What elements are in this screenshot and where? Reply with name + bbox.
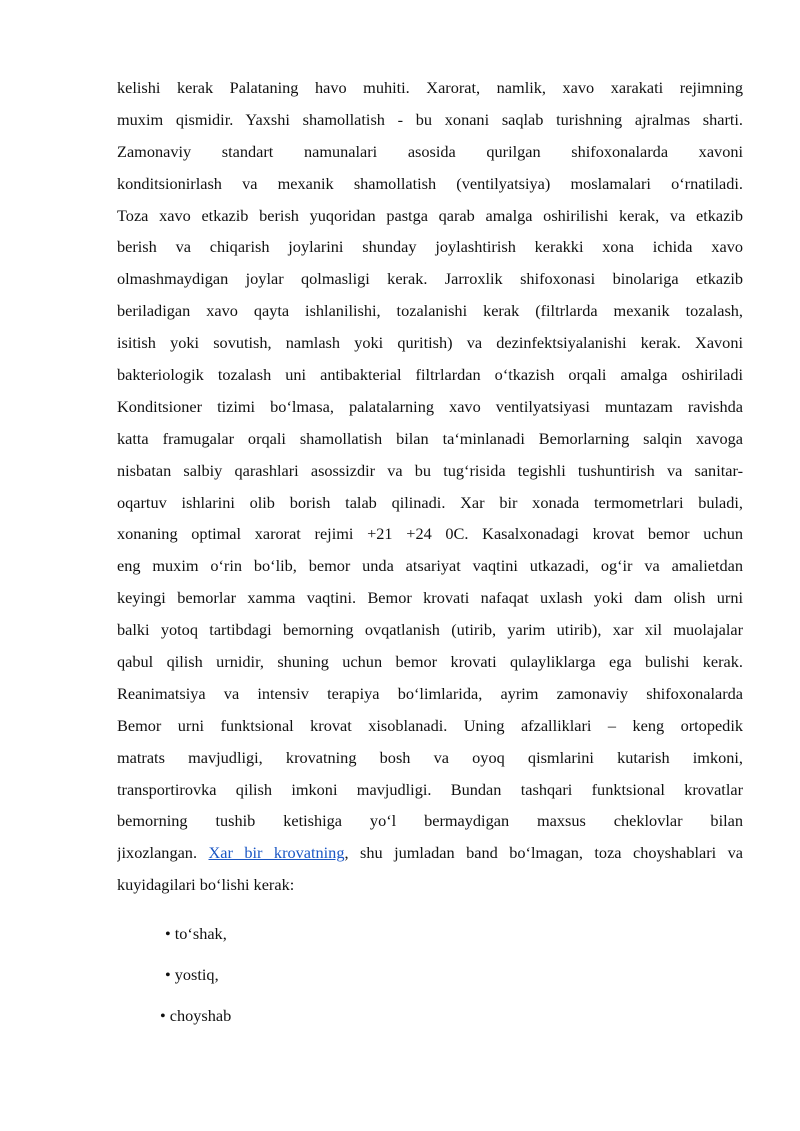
paragraph-line-2: muxim qismidir. Yaxshi shamollatish - bu xonani saqlab turishning ajralmas sharti. bbox=[117, 109, 743, 129]
paragraph-line-13: nisbatan salbiy qarashlari asossizdir va bu tugʻrisida tegishli tushuntirish va sanitar- bbox=[117, 460, 743, 480]
paragraph-line-10: bakteriologik tozalash uni antibakterial filtrlardan oʻtkazish orqali amalga oshiriladi bbox=[117, 365, 743, 385]
paragraph-line-17: keyingi bemorlar xamma vaqtini. Bemor krovati nafaqat uxlash yoki dam olish urni bbox=[117, 588, 743, 608]
paragraph-line-11: Konditsioner tizimi boʻlmasa, palatalarning xavo ventilyatsiyasi muntazam ravishda bbox=[117, 396, 743, 416]
paragraph-line-26: kuyidagilari boʻlishi kerak: bbox=[117, 875, 295, 895]
paragraph-line-15: xonaning optimal xarorat rejimi +21 +24 0C. Kasalxonadagi krovat bemor uchun bbox=[117, 524, 743, 544]
paragraph-line-24: bemorning tushib ketishiga yoʻl bermaydigan maxsus cheklovlar bilan bbox=[117, 811, 743, 831]
list-item: • choyshab bbox=[160, 1006, 232, 1026]
paragraph-line-12: katta framugalar orqali shamollatish bilan taʻminlanadi Bemorlarning salqin xavoga bbox=[117, 428, 743, 448]
hyperlink[interactable]: Xar bir krovatning bbox=[208, 843, 345, 863]
paragraph-line-22: matrats mavjudligi, krovatning bosh va oyoq qismlarini kutarish imkoni, bbox=[117, 747, 743, 767]
paragraph-line-23: transportirovka qilish imkoni mavjudligi. Bundan tashqari funktsional krovatlar bbox=[117, 779, 743, 799]
paragraph-line-18: balki yotoq tartibdagi bemorning ovqatlanish (utirib, yarim utirib), xar xil muolajalar bbox=[117, 620, 743, 640]
paragraph-line-9: isitish yoki sovutish, namlash yoki quritish) va dezinfektsiyalanishi kerak. Xavoni bbox=[117, 333, 743, 353]
paragraph-line-3: Zamonaviy standart namunalari asosida qurilgan shifoxonalarda xavoni bbox=[117, 141, 743, 161]
paragraph-line-19: qabul qilish urnidir, shuning uchun bemor krovati qulayliklarga ega bulishi kerak. bbox=[117, 652, 743, 672]
paragraph-line-14: oqartuv ishlarini olib borish talab qilinadi. Xar bir xonada termometrlari buladi, bbox=[117, 492, 743, 512]
paragraph-line-8: beriladigan xavo qayta ishlanilishi, tozalanishi kerak (filtrlarda mexanik tozalash, bbox=[117, 301, 743, 321]
paragraph-line-6: berish va chiqarish joylarini shunday joylashtirish kerakki xona ichida xavo bbox=[117, 237, 743, 257]
paragraph-line-16: eng muxim oʻrin boʻlib, bemor unda atsariyat vaqtini utkazadi, ogʻir va amalietdan bbox=[117, 556, 743, 576]
body-paragraph bbox=[117, 72, 743, 901]
list-item: • toʻshak, bbox=[165, 924, 227, 944]
bullet-list bbox=[117, 913, 743, 1036]
paragraph-line-21: Bemor urni funktsional krovat xisoblanadi. Uning afzalliklari – keng ortopedik bbox=[117, 715, 743, 735]
paragraph-line-20: Reanimatsiya va intensiv terapiya boʻlimlarida, ayrim zamonaviy shifoxonalarda bbox=[117, 683, 743, 703]
paragraph-line-25 bbox=[117, 837, 743, 869]
link-line-after-text: , shu jumladan band boʻlmagan, toza choyshablari va bbox=[344, 843, 743, 863]
document-page bbox=[117, 72, 743, 1036]
list-item: • yostiq, bbox=[165, 965, 219, 985]
link-line-before-text: jixozlangan. bbox=[117, 843, 209, 863]
paragraph-line-5: Toza xavo etkazib berish yuqoridan pastga qarab amalga oshirilishi kerak, va etkazib bbox=[117, 205, 743, 225]
paragraph-line-7: olmashmaydigan joylar qolmasligi kerak. Jarroxlik shifoxonasi binolariga etkazib bbox=[117, 269, 743, 289]
paragraph-line-1: kelishi kerak Palataning havo muhiti. Xarorat, namlik, xavo xarakati rejimning bbox=[117, 78, 743, 97]
paragraph-line-4: konditsionirlash va mexanik shamollatish (ventilyatsiya) moslamalari oʻrnatiladi. bbox=[117, 173, 743, 193]
